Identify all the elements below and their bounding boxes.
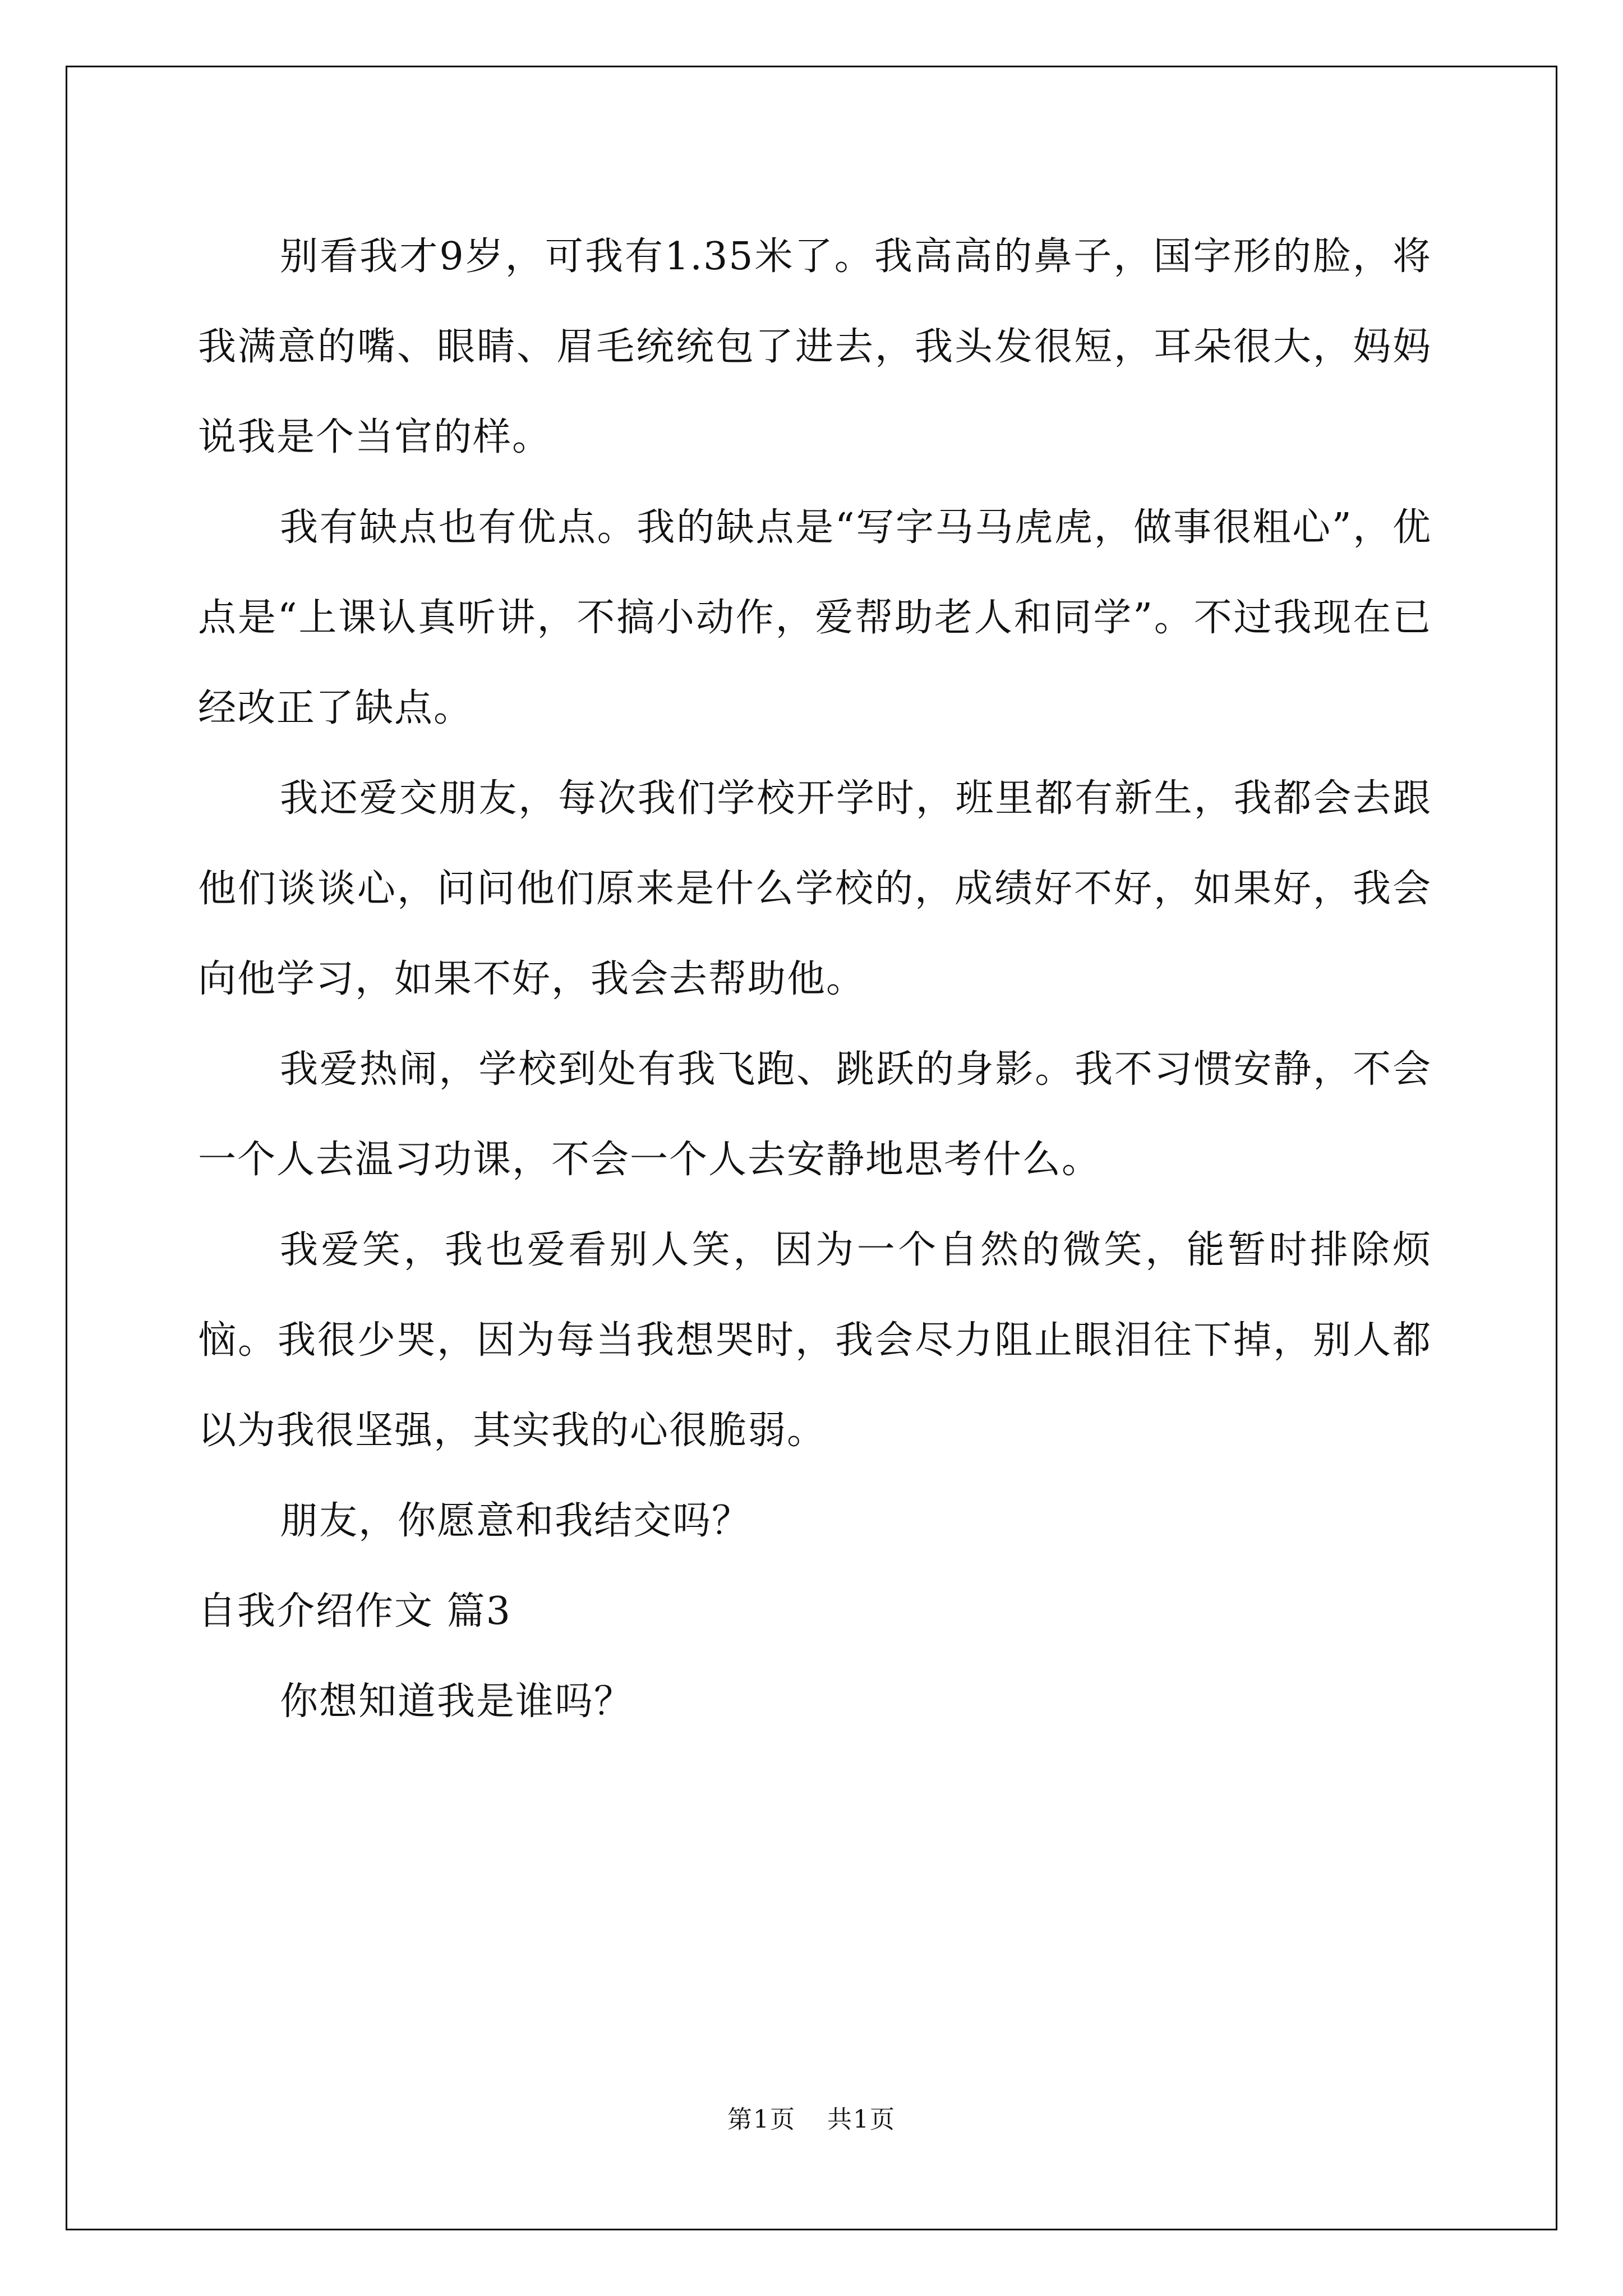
paragraph-intro-question: 你想知道我是谁吗？ [280, 1680, 634, 1724]
page-number: 第1页 [727, 2105, 796, 2134]
paragraph-strengths-weaknesses: 我有缺点也有优点。我的缺点是“写字马马虎虎，做事很粗心”，优点是“上课认真听讲，不搞小动作，爱帮助老人和同学”。不过我现在已经改正了缺点。 [198, 505, 1432, 730]
paragraph-lively: 我爱热闹，学校到处有我飞跑、跳跃的身影。我不习惯安静，不会一个人去温习功课，不会一个人去安静地思考什么。 [198, 1047, 1432, 1182]
document-body [198, 211, 1432, 1747]
section-heading: 自我介绍作文 篇3 [198, 1589, 511, 1634]
paragraph-closing-question: 朋友，你愿意和我结交吗？ [280, 1499, 751, 1543]
paragraph-smile: 我爱笑，我也爱看别人笑，因为一个自然的微笑，能暂时排除烦恼。我很少哭，因为每当我想哭时，我会尽力阻止眼泪往下掉，别人都以为我很坚强，其实我的心很脆弱。 [198, 1228, 1432, 1453]
page-footer [0, 2099, 1623, 2135]
paragraph-appearance: 别看我才9岁，可我有1.35米了。我高高的鼻子，国字形的脸，将我满意的嘴、眼睛、眉毛统统包了进去，我头发很短，耳朵很大，妈妈说我是个当官的样。 [198, 234, 1432, 459]
paragraph-friends: 我还爱交朋友，每次我们学校开学时，班里都有新生，我都会去跟他们谈谈心，问问他们原来是什么学校的，成绩好不好，如果好，我会向他学习，如果不好，我会去帮助他。 [198, 776, 1432, 1001]
page-total: 共1页 [827, 2105, 896, 2134]
